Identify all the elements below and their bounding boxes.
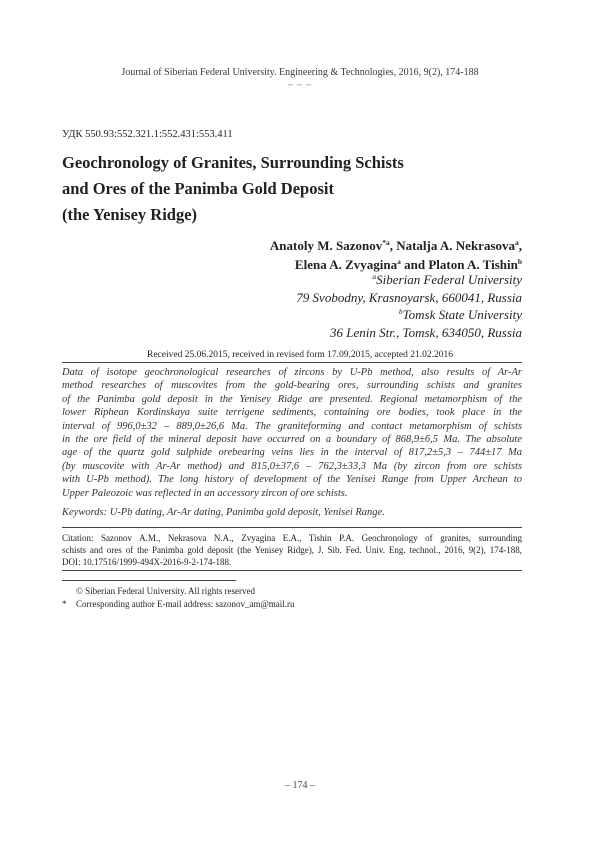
author-list: Anatoly M. Sazonov$^{*a}$, Natalja A. Nekrasova$^a$, Elena A. Zvyagina$^a$ and Platon A. Tishin$^b$ <box>269 238 522 272</box>
title-line: and Ores of the Panimba Gold Deposit <box>62 179 334 198</box>
citation-bottom-rule <box>62 570 522 571</box>
author-name: Natalja A. Nekrasova <box>396 238 515 253</box>
author-name: Platon A. Tishin <box>428 257 518 272</box>
footnote-star: * <box>62 598 67 609</box>
corresponding-author: Corresponding author E-mail address: sazonov_am@mail.ru <box>76 598 295 609</box>
page-number: – 174 – <box>285 780 315 791</box>
keywords: Keywords: U-Pb dating, Ar-Ar dating, Panimba gold deposit, Yenisei Range. <box>62 507 385 518</box>
abstract-top-rule <box>62 362 522 363</box>
citation <box>62 532 522 569</box>
udk-code: УДК 550.93:552.321.1:552.431:553.411 <box>62 129 233 140</box>
abstract-line: interval of 996,0±32 – 889,0±26,6 Ma. The graniteforming and contact metamorphism of schists <box>62 420 522 432</box>
author-name: Anatoly M. Sazonov <box>269 238 383 253</box>
title-line: Geochronology of Granites, Surrounding Schists <box>62 153 404 172</box>
citation-line: DOI: 10.17516/1999-494X-2016-9-2-174-188. <box>62 557 232 568</box>
abstract-line: in the ore field of the mineral deposit have occurred on a boundary of 868,9±6,5 Ma. The absolute <box>62 434 522 446</box>
citation-top-rule <box>62 527 522 528</box>
footnotes <box>62 585 295 610</box>
journal-header: Journal of Siberian Federal University. Engineering & Technologies, 2016, 9(2), 174-188 <box>121 67 479 78</box>
abstract-line: of the Panimba gold deposit in the Yenisey Ridge are presented. Regional metamorphism of the <box>62 393 522 405</box>
affiliation-name: Siberian Federal University <box>376 272 522 287</box>
citation-line: Citation: Sazonov A.M., Nekrasova N.A., Zvyagina E.A., Tishin P.A. Geochronology of granites, surrounding <box>62 533 522 543</box>
abstract-line: with U-Pb method). The long history of development of the Yenisei Range from Upper Archean to <box>62 474 522 486</box>
affiliation-name: Tomsk State University <box>402 307 522 322</box>
affiliation-mark: b <box>398 307 403 316</box>
abstract-line: lower Riphean Kordinskaya suite terrigene sediments, containing ore bodies, took place in the <box>62 407 522 419</box>
abstract-line: method researches of muscovites from the gold-bearing ores, surrounding schists and granites <box>62 380 522 392</box>
copyright-notice: © Siberian Federal University. All rights reserved <box>76 586 255 596</box>
affiliation-address: 36 Lenin Str., Tomsk, 634050, Russia <box>329 324 522 340</box>
abstract <box>62 366 522 500</box>
abstract-line: (by muscovite with Ar-Ar method) and 815,0±37,6 – 762,3±33,3 Ma (by zircon from ore schists <box>62 460 522 472</box>
author-affiliation-mark: a <box>515 238 519 247</box>
received-dates: Received 25.06.2015, received in revised form 17.09.2015, accepted 21.02.2016 <box>146 350 454 360</box>
abstract-line: age of the quartz gold sulphide orebearing veins lies in the interval of 817,2±5,3 – 744±17 Ma <box>62 447 522 459</box>
abstract-line: Upper Paleozoic was reflected in an accessory zircon of ore schists. <box>62 487 348 499</box>
footnote-rule <box>62 580 236 581</box>
author-affiliation-mark: a <box>397 257 401 266</box>
citation-line: schists and ores of the Panimba gold deposit (the Yenisey Ridge), J. Sib. Fed. Univ. Eng. technol., 2016, 9(2), 174-188, <box>62 545 522 556</box>
header-separator: ~ ~ ~ <box>287 80 313 90</box>
author-name: Elena A. Zvyagina <box>294 257 398 272</box>
affiliations <box>296 271 522 341</box>
author-affiliation-mark: b <box>517 257 522 266</box>
affiliation-address: 79 Svobodny, Krasnoyarsk, 660041, Russia <box>296 289 522 305</box>
author-affiliation-mark: *a <box>382 238 390 247</box>
title-line: (the Yenisey Ridge) <box>62 205 198 224</box>
affiliation-mark: a <box>372 272 377 281</box>
abstract-line: Data of isotope geochronological researches of zircons by U-Pb method, also results of Ar-Ar <box>62 367 522 378</box>
article-title <box>62 150 404 228</box>
